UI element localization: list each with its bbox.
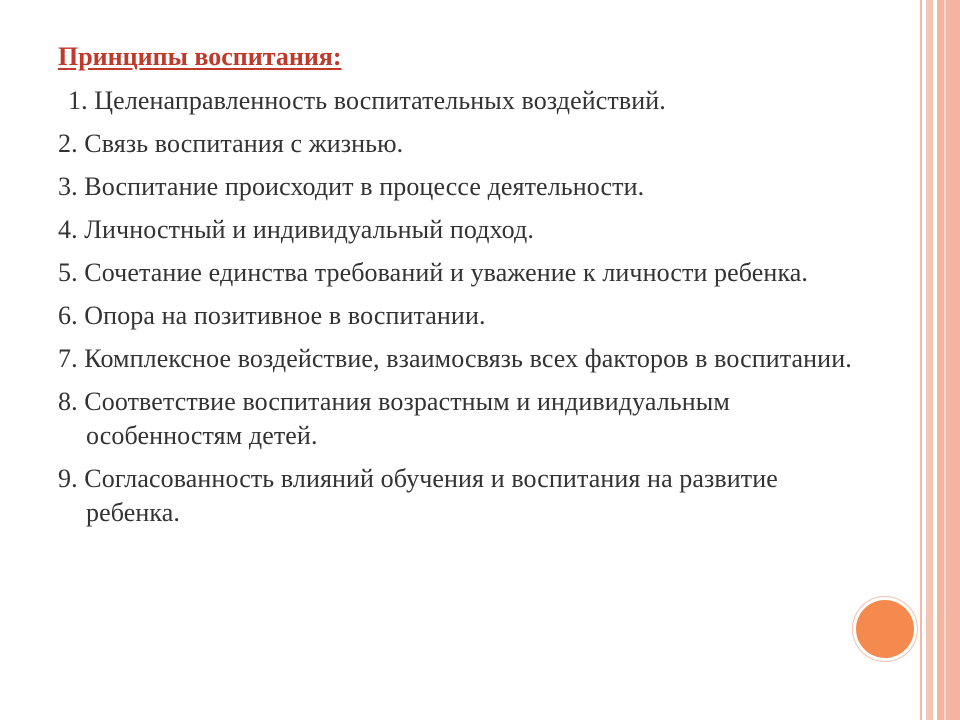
- list-item: 1. Целенаправленность воспитательных воздействий.: [68, 86, 666, 115]
- decorative-circle: [856, 600, 914, 658]
- list-item: 3. Воспитание происходит в процессе деятельности.: [58, 172, 645, 201]
- decorative-stripe: [937, 0, 960, 720]
- decorative-stripe: [920, 0, 922, 720]
- list-item: 5. Сочетание единства требований и уважение к личности ребенка.: [58, 258, 809, 287]
- slide-title: Принципы воспитания:: [58, 42, 342, 71]
- list-item: 6. Опора на позитивное в воспитании.: [58, 301, 486, 330]
- list-item: 7. Комплексное воздействие, взаимосвязь всех факторов в воспитании.: [58, 344, 852, 373]
- list-item: 8. Соответствие воспитания возрастным и индивидуальным особенностям детей.: [58, 387, 730, 450]
- decorative-stripe: [944, 0, 946, 720]
- list-item: 4. Личностный и индивидуальный подход.: [58, 215, 534, 244]
- decorative-stripe: [926, 0, 933, 720]
- list-item: 2. Связь воспитания с жизнью.: [58, 129, 404, 158]
- principles-list: [58, 84, 878, 530]
- slide-content: [58, 40, 878, 539]
- list-item: 9. Согласованность влияний обучения и воспитания на развитие ребенка.: [58, 464, 778, 527]
